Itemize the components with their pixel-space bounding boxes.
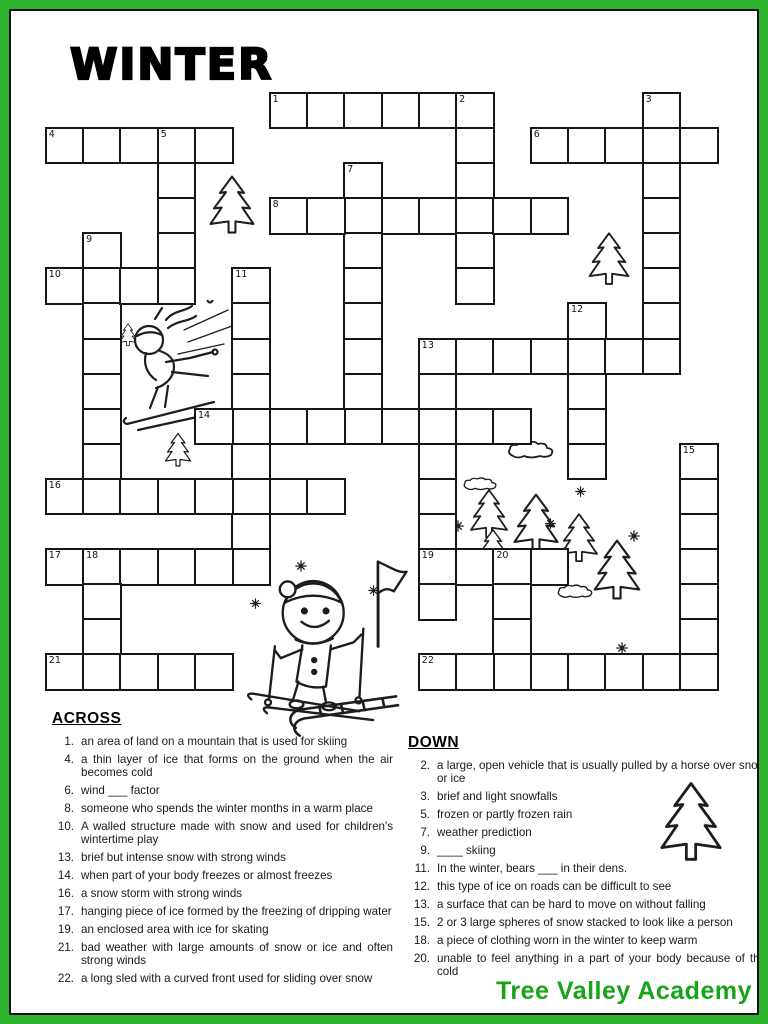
grid-cell[interactable]	[45, 478, 85, 516]
grid-cell[interactable]	[45, 267, 85, 305]
grid-cell[interactable]	[642, 232, 682, 270]
clue-number: 12.	[413, 880, 430, 893]
grid-cell-number: 21	[48, 655, 61, 667]
grid-cell[interactable]	[343, 373, 383, 411]
across-heading: ACROSS	[52, 710, 122, 727]
clue-number: 13.	[57, 851, 74, 864]
clue-text: a piece of clothing worn in the winter to keep warm	[437, 934, 698, 947]
grid-cell[interactable]	[530, 197, 570, 235]
clue-number: 1.	[64, 735, 74, 748]
grid-cell-number: 9	[86, 234, 93, 246]
grid-cell[interactable]	[418, 443, 458, 481]
grid-cell-number: 17	[48, 550, 61, 562]
grid-cell[interactable]	[194, 548, 234, 586]
grid-cell[interactable]	[343, 338, 383, 376]
clue-item	[52, 941, 394, 967]
grid-cell[interactable]	[455, 267, 495, 305]
grid-cell[interactable]	[492, 618, 532, 656]
clue-text: brief but intense snow with strong winds	[81, 851, 286, 864]
clue-number: 8.	[64, 802, 74, 815]
grid-cell[interactable]	[604, 127, 644, 165]
grid-cell[interactable]	[418, 478, 458, 516]
grid-cell[interactable]	[455, 653, 495, 691]
grid-cell[interactable]	[82, 338, 122, 376]
clue-item	[408, 916, 766, 929]
grid-cell[interactable]	[82, 478, 122, 516]
clue-number: 2.	[420, 759, 430, 772]
clue-number: 18.	[413, 934, 430, 947]
grid-cell-number: 12	[571, 304, 584, 316]
clue-text: brief and light snowfalls	[437, 790, 558, 803]
grid-cell[interactable]	[45, 548, 85, 586]
grid-cell[interactable]	[455, 127, 495, 165]
grid-cell[interactable]	[530, 338, 570, 376]
grid-cell[interactable]	[343, 302, 383, 340]
clue-text: In the winter, bears ___ in their dens.	[437, 862, 628, 875]
clue-number: 7.	[420, 826, 430, 839]
grid-cell[interactable]	[194, 478, 234, 516]
across-clues-section	[52, 710, 394, 990]
down-heading: DOWN	[408, 734, 460, 751]
grid-cell-number: 13	[421, 339, 434, 351]
clue-item	[52, 820, 394, 846]
grid-cell[interactable]	[119, 653, 159, 691]
grid-cell-number: 1	[272, 93, 279, 105]
grid-cell[interactable]	[679, 548, 719, 586]
grid-cell[interactable]	[82, 302, 122, 340]
clue-number: 9.	[420, 844, 430, 857]
grid-cell[interactable]	[157, 548, 197, 586]
grid-cell[interactable]	[82, 373, 122, 411]
grid-cell-number: 14	[198, 409, 211, 421]
grid-cell[interactable]	[418, 653, 458, 691]
grid-cell[interactable]	[82, 267, 122, 305]
grid-cell[interactable]	[679, 618, 719, 656]
grid-cell[interactable]	[157, 267, 197, 305]
grid-cell[interactable]	[119, 478, 159, 516]
grid-cell[interactable]	[231, 302, 271, 340]
grid-cell[interactable]	[343, 197, 383, 235]
grid-cell[interactable]	[194, 653, 234, 691]
clue-item	[52, 923, 394, 936]
grid-cell[interactable]	[119, 127, 159, 165]
grid-cell[interactable]	[194, 408, 234, 446]
grid-cell[interactable]	[231, 478, 271, 516]
grid-cell[interactable]	[642, 653, 682, 691]
clue-item	[408, 808, 766, 821]
down-clues-section	[408, 734, 766, 983]
grid-cell[interactable]	[418, 513, 458, 551]
clue-item	[52, 851, 394, 864]
grid-cell[interactable]	[231, 408, 271, 446]
grid-cell[interactable]	[343, 162, 383, 200]
grid-cell[interactable]	[492, 197, 532, 235]
clue-text: hanging piece of ice formed by the freezing of dripping water	[81, 905, 392, 918]
brand-name: Tree Valley Academy	[496, 977, 752, 1005]
clue-item	[52, 887, 394, 900]
grid-cell[interactable]	[418, 408, 458, 446]
down-clue-list	[408, 759, 766, 978]
grid-cell-number: 5	[160, 128, 167, 140]
across-clue-list	[52, 735, 394, 985]
grid-cell[interactable]	[567, 443, 607, 481]
clue-text: a surface that can be hard to move on without falling	[437, 898, 706, 911]
grid-cell[interactable]	[679, 583, 719, 621]
grid-cell[interactable]	[306, 408, 346, 446]
clue-item	[408, 862, 766, 875]
grid-cell[interactable]	[269, 197, 309, 235]
grid-cell[interactable]	[82, 583, 122, 621]
grid-cell-number: 7	[347, 164, 354, 175]
grid-cell[interactable]	[231, 548, 271, 586]
clue-item	[52, 972, 394, 985]
clue-number: 13.	[413, 898, 430, 911]
grid-cell-number: 16	[48, 479, 61, 491]
clue-item	[52, 753, 394, 779]
grid-cell[interactable]	[157, 478, 197, 516]
grid-cell[interactable]	[642, 162, 682, 200]
clue-number: 20.	[413, 952, 430, 965]
clue-number: 4.	[64, 753, 74, 766]
grid-cell[interactable]	[530, 548, 570, 586]
grid-cell[interactable]	[306, 197, 346, 235]
clue-item	[408, 826, 766, 839]
grid-cell[interactable]	[455, 92, 495, 130]
grid-cell[interactable]	[82, 443, 122, 481]
grid-cell-number: 2	[459, 93, 466, 105]
grid-cell[interactable]	[343, 92, 383, 130]
grid-cell-number: 10	[48, 269, 61, 281]
grid-cell[interactable]	[381, 408, 421, 446]
grid-cell-number: 22	[421, 655, 434, 667]
clue-number: 19.	[57, 923, 74, 936]
clue-text: an enclosed area with ice for skating	[81, 923, 269, 936]
grid-cell[interactable]	[157, 127, 197, 165]
grid-cell-number: 20	[496, 550, 509, 562]
grid-cell[interactable]	[567, 408, 607, 446]
grid-cell[interactable]	[492, 583, 532, 621]
grid-cell[interactable]	[231, 267, 271, 305]
grid-cell[interactable]	[679, 478, 719, 516]
grid-cell[interactable]	[642, 302, 682, 340]
grid-cell-number: 3	[645, 93, 652, 105]
grid-cell[interactable]	[343, 267, 383, 305]
clue-number: 10.	[57, 820, 74, 833]
grid-cell[interactable]	[455, 548, 495, 586]
grid-cell-number: 18	[86, 550, 99, 562]
grid-cell[interactable]	[567, 373, 607, 411]
grid-cell[interactable]	[492, 653, 532, 691]
grid-cell[interactable]	[604, 653, 644, 691]
grid-cell[interactable]	[418, 92, 458, 130]
clue-text: a long sled with a curved front used for sliding over snow	[81, 972, 373, 985]
grid-cell[interactable]	[82, 232, 122, 270]
grid-cell-number: 11	[235, 269, 248, 281]
grid-cell[interactable]	[82, 653, 122, 691]
grid-cell[interactable]	[231, 513, 271, 551]
grid-cell[interactable]	[269, 478, 309, 516]
clue-number: 6.	[64, 784, 74, 797]
grid-cell[interactable]	[269, 408, 309, 446]
grid-cell[interactable]	[642, 127, 682, 165]
clue-text: someone who spends the winter months in a warm place	[81, 802, 373, 815]
grid-cell[interactable]	[455, 232, 495, 270]
grid-cell[interactable]	[642, 338, 682, 376]
grid-cell[interactable]	[45, 127, 85, 165]
grid-cell-number: 6	[533, 128, 540, 140]
clue-text: ____ skiing	[437, 844, 496, 857]
clue-text: this type of ice on roads can be difficult to see	[437, 880, 672, 893]
clue-text: an area of land on a mountain that is used for skiing	[81, 735, 348, 748]
grid-cell[interactable]	[381, 92, 421, 130]
grid-cell[interactable]	[455, 338, 495, 376]
clue-item	[52, 735, 394, 748]
grid-cell[interactable]	[492, 548, 532, 586]
grid-cell[interactable]	[492, 338, 532, 376]
grid-cell[interactable]	[82, 127, 122, 165]
clue-item	[408, 952, 766, 978]
grid-cell[interactable]	[604, 338, 644, 376]
grid-cell[interactable]	[679, 127, 719, 165]
clue-text: unable to feel anything in a part of your body because of the cold	[437, 952, 766, 978]
clue-item	[408, 880, 766, 893]
clue-item	[408, 934, 766, 947]
clue-number: 21.	[57, 941, 74, 954]
grid-cell[interactable]	[194, 127, 234, 165]
grid-cell[interactable]	[455, 408, 495, 446]
clue-text: weather prediction	[437, 826, 532, 839]
grid-cell[interactable]	[269, 92, 309, 130]
clue-text: 2 or 3 large spheres of snow stacked to look like a person	[437, 916, 733, 929]
grid-cell[interactable]	[157, 232, 197, 270]
grid-cell[interactable]	[157, 197, 197, 235]
grid-cell[interactable]	[567, 127, 607, 165]
grid-cell[interactable]	[418, 338, 458, 376]
page-title: WINTER	[70, 40, 274, 90]
grid-cell[interactable]	[642, 197, 682, 235]
clue-text: bad weather with large amounts of snow or ice and often strong winds	[81, 941, 393, 967]
clue-number: 22.	[57, 972, 74, 985]
grid-cell[interactable]	[418, 197, 458, 235]
clue-item	[52, 802, 394, 815]
grid-cell[interactable]	[343, 408, 383, 446]
grid-cell-number: 15	[682, 444, 695, 456]
clue-number: 15.	[413, 916, 430, 929]
clue-number: 5.	[420, 808, 430, 821]
grid-cell[interactable]	[343, 232, 383, 270]
grid-cell[interactable]	[567, 653, 607, 691]
clue-item	[52, 784, 394, 797]
clue-item	[408, 844, 766, 857]
grid-cell[interactable]	[306, 92, 346, 130]
clue-item	[408, 759, 766, 785]
grid-cell-number: 4	[48, 128, 55, 140]
grid-cell[interactable]	[455, 162, 495, 200]
grid-cell[interactable]	[679, 513, 719, 551]
grid-cell[interactable]	[231, 373, 271, 411]
grid-cell[interactable]	[45, 653, 85, 691]
grid-cell[interactable]	[642, 267, 682, 305]
grid-cell[interactable]	[306, 478, 346, 516]
clue-text: a snow storm with strong winds	[81, 887, 243, 900]
grid-cell[interactable]	[119, 548, 159, 586]
grid-cell[interactable]	[119, 267, 159, 305]
clue-item	[52, 869, 394, 882]
grid-cell-number: 8	[272, 199, 279, 211]
grid-cell[interactable]	[567, 338, 607, 376]
clue-number: 11.	[414, 862, 430, 875]
grid-cell[interactable]	[157, 653, 197, 691]
clue-text: wind ___ factor	[81, 784, 160, 797]
clue-text: when part of your body freezes or almost freezes	[81, 869, 333, 882]
clue-text: a large, open vehicle that is usually pulled by a horse over snow or ice	[437, 759, 766, 785]
clue-item	[408, 790, 766, 803]
grid-cell[interactable]	[418, 583, 458, 621]
clue-item	[52, 905, 394, 918]
clue-item	[408, 898, 766, 911]
grid-cell[interactable]	[530, 127, 570, 165]
clue-number: 16.	[57, 887, 74, 900]
grid-cell[interactable]	[231, 443, 271, 481]
grid-cell[interactable]	[642, 92, 682, 130]
grid-cell[interactable]	[157, 162, 197, 200]
grid-cell[interactable]	[567, 302, 607, 340]
grid-cell[interactable]	[679, 653, 719, 691]
grid-cell[interactable]	[530, 653, 570, 691]
clue-text: A walled structure made with snow and used for children's wintertime play	[81, 820, 393, 846]
clue-number: 17.	[57, 905, 74, 918]
clue-number: 3.	[420, 790, 430, 803]
clue-text: a thin layer of ice that forms on the ground when the air becomes cold	[81, 753, 393, 779]
grid-cell[interactable]	[381, 197, 421, 235]
grid-cell[interactable]	[231, 338, 271, 376]
grid-cell[interactable]	[455, 197, 495, 235]
grid-cell[interactable]	[82, 548, 122, 586]
clue-number: 14.	[57, 869, 74, 882]
grid-cell[interactable]	[492, 408, 532, 446]
grid-cell[interactable]	[82, 408, 122, 446]
grid-cell[interactable]	[418, 373, 458, 411]
grid-cell[interactable]	[679, 443, 719, 481]
grid-cell-number: 19	[421, 550, 434, 562]
grid-cell[interactable]	[82, 618, 122, 656]
grid-cell[interactable]	[418, 548, 458, 586]
clue-text: frozen or partly frozen rain	[437, 808, 573, 821]
